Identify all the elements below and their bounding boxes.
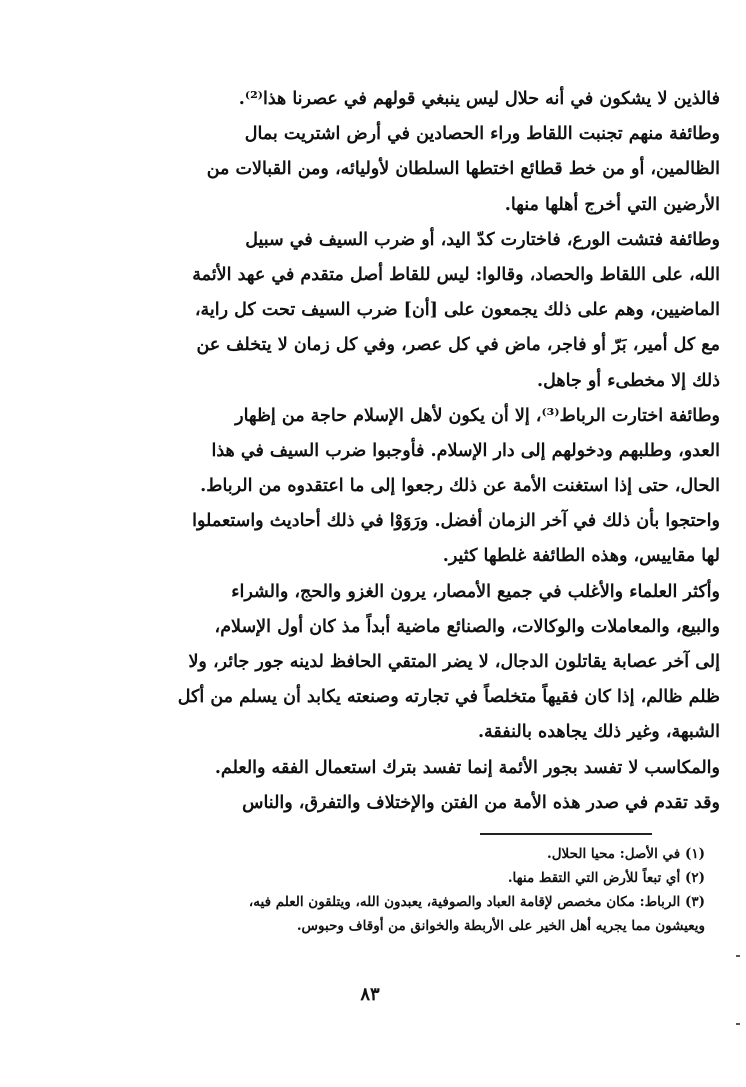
- text-line: وأكثر العلماء والأغلب في جميع الأمصار، يرون الغزو والحج، والشراء: [231, 581, 720, 602]
- main-text: [100, 82, 720, 821]
- text-line: والبيع، والمعاملات والوكالات، والصنائع ماضية أبداً مذ كان أول الإسلام،: [214, 616, 720, 637]
- text-line: الشبهة، وغير ذلك يجاهده بالنفقة.: [477, 722, 720, 743]
- text-line: الظالمين، أو من خط قطائع اختطها السلطان لأوليائه، ومن القبالات من: [206, 159, 720, 180]
- text-line: وطائفة منهم تجنبت اللقاط وراء الحصادين في أرض اشتريت بمال: [244, 124, 720, 145]
- text-line: ذلك إلا مخطىء أو جاهل.: [537, 370, 720, 391]
- page-number: ٨٣: [360, 984, 380, 1005]
- scan-edge-mark: [736, 955, 740, 957]
- text-line: الحال، حتى إذا استغنت الأمة عن ذلك رجعوا إلى ما اعتقدوه من الرباط.: [200, 476, 720, 497]
- text-line: لها مقاييس، وهذه الطائفة غلطها كثير.: [442, 546, 720, 567]
- text-line: الله، على اللقاط والحصاد، وقالوا: ليس للقاط أصل متقدم في عهد الأئمة: [192, 264, 720, 285]
- text-line: الأرضين التي أخرج أهلها منها.: [504, 194, 720, 215]
- footnote-line: (٣) الرباط: مكان مخصص لإقامة العباد والصوفية، يعبدون الله، ويتلقون العلم فيه،: [248, 894, 705, 910]
- text-line: واحتجوا بأن ذلك في آخر الزمان أفضل. ورَوَوْا في ذلك أحاديث واستعملوا: [192, 511, 720, 532]
- text-line: ظلم ظالم، إذا كان فقيهاً متخلصاً في تجارته وصنعته يكابد أن يسلم من أكل: [177, 687, 720, 708]
- footnote-line: (١) في الأصل: محيا الحلال.: [547, 846, 705, 862]
- scan-edge-mark: [736, 1023, 740, 1025]
- text-line: وقد تقدم في صدر هذه الأمة من الفتن والإختلاف والتفرق، والناس: [242, 792, 720, 813]
- text-line: فالذين لا يشكون في أنه حلال ليس ينبغي قولهم في عصرنا هذا⁽²⁾.: [238, 89, 720, 109]
- footnote-line: ويعيشون مما يجريه أهل الخير على الأربطة والخوانق من أوقاف وحبوس.: [296, 918, 705, 934]
- text-line: وطائفة اختارت الرباط⁽³⁾، إلا أن يكون لأهل الإسلام حاجة من إظهار: [235, 405, 720, 426]
- footnotes: [100, 842, 705, 938]
- footnote-line: (٢) أي تبعاً للأرض التي التقط منها.: [507, 870, 705, 886]
- text-line: العدو، وطلبهم ودخولهم إلى دار الإسلام. فأوجبوا ضرب السيف في هذا: [211, 440, 720, 461]
- text-line: إلى آخر عصابة يقاتلون الدجال، لا يضر المتقي الحافظ لدينه جور جائر، ولا: [188, 652, 720, 672]
- text-line: والمكاسب لا تفسد بجور الأئمة إنما تفسد بترك استعمال الفقه والعلم.: [214, 757, 720, 778]
- text-line: مع كل أمير، بَرّ أو فاجر، ماض في كل عصر، وفي كل زمان لا يتخلف عن: [196, 335, 720, 356]
- footnote-divider: [480, 833, 652, 835]
- text-line: وطائفة فتشت الورع، فاختارت كدّ اليد، أو ضرب السيف في سبيل: [245, 229, 720, 250]
- text-line: الماضيين، وهم على ذلك يجمعون على [أن] ضرب السيف تحت كل راية،: [194, 300, 720, 321]
